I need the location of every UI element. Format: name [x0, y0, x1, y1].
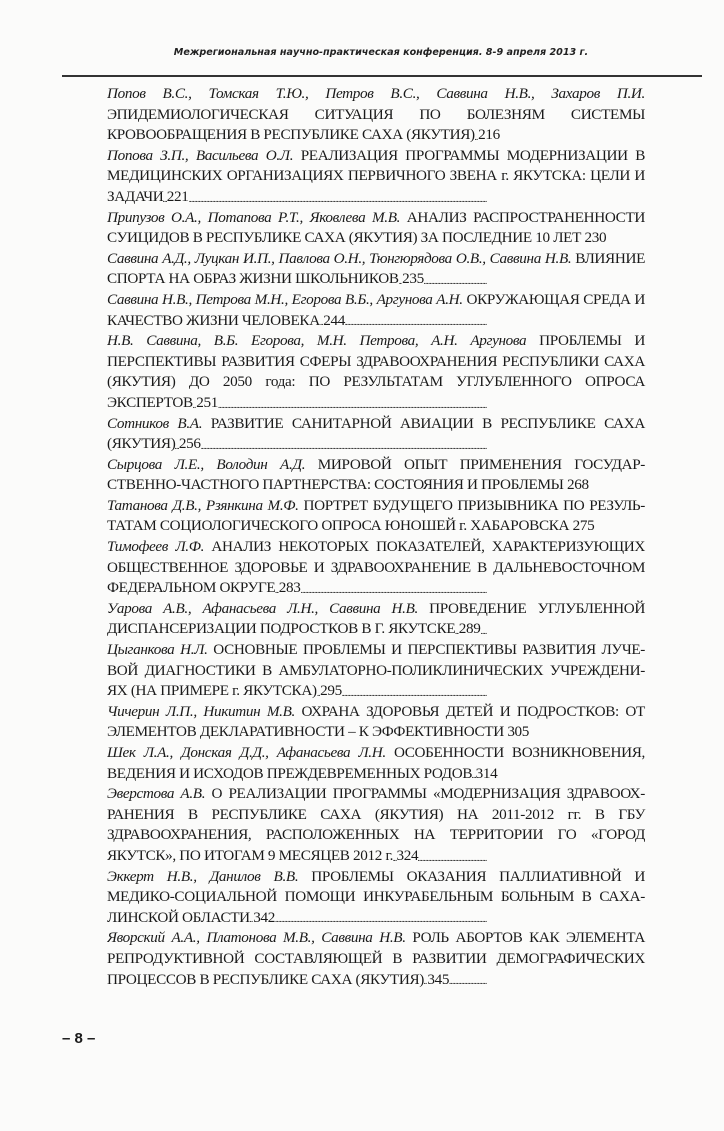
toc-entry[interactable]: [107, 496, 687, 537]
entry-title: О РЕАЛИЗАЦИИ ПРОГРАММЫ «МОДЕРНИЗАЦИЯ ЗДРАВООХ-РАНЕНИЯ В РЕСПУБЛИКЕ САХА (ЯКУТИЯ) НА 2011-2012 гг. В ГБУ ЗДРАВООХРАНЕНИЯ, РАСПОЛОЖЕННЫХ НА ТЕРРИТОРИИ ГО «ГОРОД ЯКУТСК», ПО ИТОГАМ 9 МЕСЯЦЕВ 2012 г.: [107, 785, 645, 864]
entry-title: ОСОБЕННОСТИ ВОЗНИКНОВЕНИЯ, ВЕДЕНИЯ И ИСХОДОВ ПРЕЖДЕВРЕМЕННЫХ РОДОВ: [107, 744, 646, 782]
entry-title: ОКРУЖАЮЩАЯ СРЕДА И КАЧЕСТВО ЖИЗНИ ЧЕЛОВЕКА: [107, 290, 646, 329]
entry-page-number: 268: [566, 476, 589, 494]
toc-entry[interactable]: [107, 290, 687, 331]
entry-authors: Уарова А.В., Афанасьева Л.Н., Саввина Н.В.: [107, 599, 418, 617]
entry-authors: Припузов О.А., Потапова Р.Т., Яковлева М.В.: [107, 208, 401, 226]
entry-title: ЭПИДЕМИОЛОГИЧЕСКАЯ СИТУАЦИЯ ПО БОЛЕЗНЯМ СИСТЕМЫ КРОВООБРАЩЕНИЯ В РЕСПУБЛИКЕ САХА (ЯКУТИЯ): [107, 105, 645, 144]
toc-entry[interactable]: [107, 146, 687, 208]
entry-authors: Цыганкова Н.Л.: [107, 641, 208, 659]
entry-page-number: 275: [572, 517, 595, 535]
entry-title: АНАЛИЗ РАСПРОСТРАНЕННОСТИ СУИЦИДОВ В РЕСПУБЛИКЕ САХА (ЯКУТИЯ) ЗА ПОСЛЕДНИЕ 10 ЛЕТ: [107, 208, 646, 247]
entry-authors: Чичерин Л.П., Никитин М.В.: [107, 702, 295, 720]
toc-entry[interactable]: [107, 784, 687, 866]
entry-title: ОХРАНА ЗДОРОВЬЯ ДЕТЕЙ И ПОДРОСТКОВ: ОТ ЭЛЕМЕНТОВ ДЕКЛАРАТИВНОСТИ – К ЭФФЕКТИВНОСТИ: [107, 702, 645, 741]
entry-authors: Тимофеев Л.Ф.: [107, 538, 205, 556]
table-of-contents: [107, 84, 687, 990]
entry-authors: Сырцова Л.Е., Володин А.Д.: [107, 455, 306, 473]
entry-title: ОСНОВНЫЕ ПРОБЛЕМЫ И ПЕРСПЕКТИВЫ РАЗВИТИЯ ЛУЧЕ-ВОЙ ДИАГНОСТИКИ В АМБУЛАТОРНО-ПОЛИКЛИНИЧЕСКИХ УЧРЕЖДЕНИ-ЯХ (НА ПРИМЕРЕ г. ЯКУТСКА): [107, 641, 645, 700]
entry-title: ПОРТРЕТ БУДУЩЕГО ПРИЗЫВНИКА ПО РЕЗУЛЬ-ТАТАМ СОЦИОЛОГИЧЕСКОГО ОПРОСА ЮНОШЕЙ г. ХАБАРОВСКА: [107, 496, 646, 535]
entry-authors: Сотников В.А.: [107, 414, 203, 432]
entry-authors: Шек Л.А., Донская Д.Д., Афанасьева Л.Н.: [107, 744, 386, 761]
entry-authors: Яворский А.А., Платонова М.В., Саввина Н.В.: [107, 929, 406, 947]
entry-title: РАЗВИТИЕ САНИТАРНОЙ АВИАЦИИ В РЕСПУБЛИКЕ САХА (ЯКУТИЯ): [107, 414, 646, 453]
entry-page-number: 295: [320, 682, 342, 700]
entry-authors: Татанова Д.В., Рзянкина М.Ф.: [107, 496, 299, 514]
page-number: – 8 –: [62, 1030, 96, 1047]
entry-title: ВЛИЯНИЕ СПОРТА НА ОБРАЗ ЖИЗНИ ШКОЛЬНИКОВ: [107, 249, 645, 288]
toc-entry[interactable]: [107, 867, 687, 929]
entry-authors: Попова З.П., Васильева О.Л.: [107, 146, 294, 164]
entry-title: РОЛЬ АБОРТОВ КАК ЭЛЕМЕНТА РЕПРОДУКТИВНОЙ СОСТАВЛЯЮЩЕЙ В РАЗВИТИИ ДЕМОГРАФИЧЕСКИХ ПРОЦЕССОВ В РЕСПУБЛИКЕ САХА (ЯКУТИЯ): [107, 929, 646, 988]
entry-authors: Саввина А.Д., Луцкан И.П., Павлова О.Н., Тюнгюрядова О.В., Саввина Н.В.: [107, 249, 572, 267]
entry-authors: Н.В. Саввина, В.Б. Егорова, М.Н. Петрова, А.Н. Аргунова: [107, 332, 527, 350]
toc-entry[interactable]: [107, 455, 687, 496]
toc-entry[interactable]: [107, 702, 687, 743]
toc-entry[interactable]: [107, 249, 687, 290]
entry-title: ПРОВЕДЕНИЕ УГЛУБЛЕННОЙ ДИСПАНСЕРИЗАЦИИ ПОДРОСТКОВ В Г. ЯКУТСКЕ: [107, 599, 645, 638]
entry-title: АНАЛИЗ НЕКОТОРЫХ ПОКАЗАТЕЛЕЙ, ХАРАКТЕРИЗУЮЩИХ ОБЩЕСТВЕННОЕ ЗДОРОВЬЕ И ЗДРАВООХРАНЕНИЕ В ДАЛЬНЕВОСТОЧНОМ ФЕДЕРАЛЬНОМ ОКРУГЕ: [107, 538, 645, 597]
header-rule: [62, 75, 702, 77]
entry-page-number: 230: [584, 229, 607, 247]
toc-entry[interactable]: [107, 414, 687, 455]
toc-entry[interactable]: [107, 599, 687, 640]
entry-title: РЕАЛИЗАЦИЯ ПРОГРАММЫ МОДЕРНИЗАЦИИ В МЕДИЦИНСКИХ ОРГАНИЗАЦИЯХ ПЕРВИЧНОГО ЗВЕНА г. ЯКУТСКА: ЦЕЛИ И ЗАДАЧИ: [107, 146, 645, 205]
entry-authors: Эверстова А.В.: [107, 785, 206, 803]
entry-page-number: 289: [458, 620, 481, 638]
entry-title: ПРОБЛЕМЫ ОКАЗАНИЯ ПАЛЛИАТИВНОЙ И МЕДИКО-СОЦИАЛЬНОЙ ПОМОЩИ ИНКУРАБЕЛЬНЫМ БОЛЬНЫМ В САХА-ЛИНСКОЙ ОБЛАСТИ: [107, 867, 645, 926]
entry-page-number: 324: [396, 846, 419, 864]
entry-page-number: 216: [478, 126, 500, 144]
toc-entry[interactable]: [107, 928, 687, 990]
entry-page-number: 244: [323, 311, 346, 329]
entry-page-number: 221: [166, 187, 189, 205]
entry-authors: Попов В.С., Томская Т.Ю., Петров В.С., Саввина Н.В., Захаров П.И.: [107, 85, 645, 102]
toc-entry[interactable]: [107, 537, 687, 599]
entry-page-number: 283: [278, 579, 301, 597]
toc-entry[interactable]: [107, 84, 687, 146]
toc-entry[interactable]: [107, 208, 687, 249]
toc-entry[interactable]: [107, 640, 687, 702]
entry-page-number: 342: [253, 908, 275, 926]
entry-page-number: 345: [427, 970, 450, 988]
entry-authors: Саввина Н.В., Петрова М.Н., Егорова В.Б., Аргунова А.Н.: [107, 290, 463, 308]
toc-entry[interactable]: [107, 331, 687, 413]
entry-page-number: 314: [475, 764, 498, 782]
entry-page-number: 256: [178, 435, 201, 453]
entry-page-number: 251: [196, 393, 218, 411]
entry-page-number: 305: [507, 723, 530, 741]
entry-authors: Эккерт Н.В., Данилов В.В.: [107, 867, 299, 885]
entry-title: МИРОВОЙ ОПЫТ ПРИМЕНЕНИЯ ГОСУДАР-СТВЕННО-ЧАСТНОГО ПАРТНЕРСТВА: СОСТОЯНИЯ И ПРОБЛЕМЫ: [107, 455, 646, 494]
entry-title: ПРОБЛЕМЫ И ПЕРСПЕКТИВЫ РАЗВИТИЯ СФЕРЫ ЗДРАВООХРАНЕНИЯ РЕСПУБЛИКИ САХА (ЯКУТИЯ) ДО 2050 года: ПО РЕЗУЛЬТАТАМ УГЛУБЛЕННОГО ОПРОСА ЭКСПЕРТОВ: [107, 332, 646, 411]
running-header: Межрегиональная научно-практическая конференция. 8-9 апреля 2013 г.: [173, 47, 589, 58]
toc-entry[interactable]: [107, 743, 687, 784]
entry-page-number: 235: [402, 270, 424, 288]
